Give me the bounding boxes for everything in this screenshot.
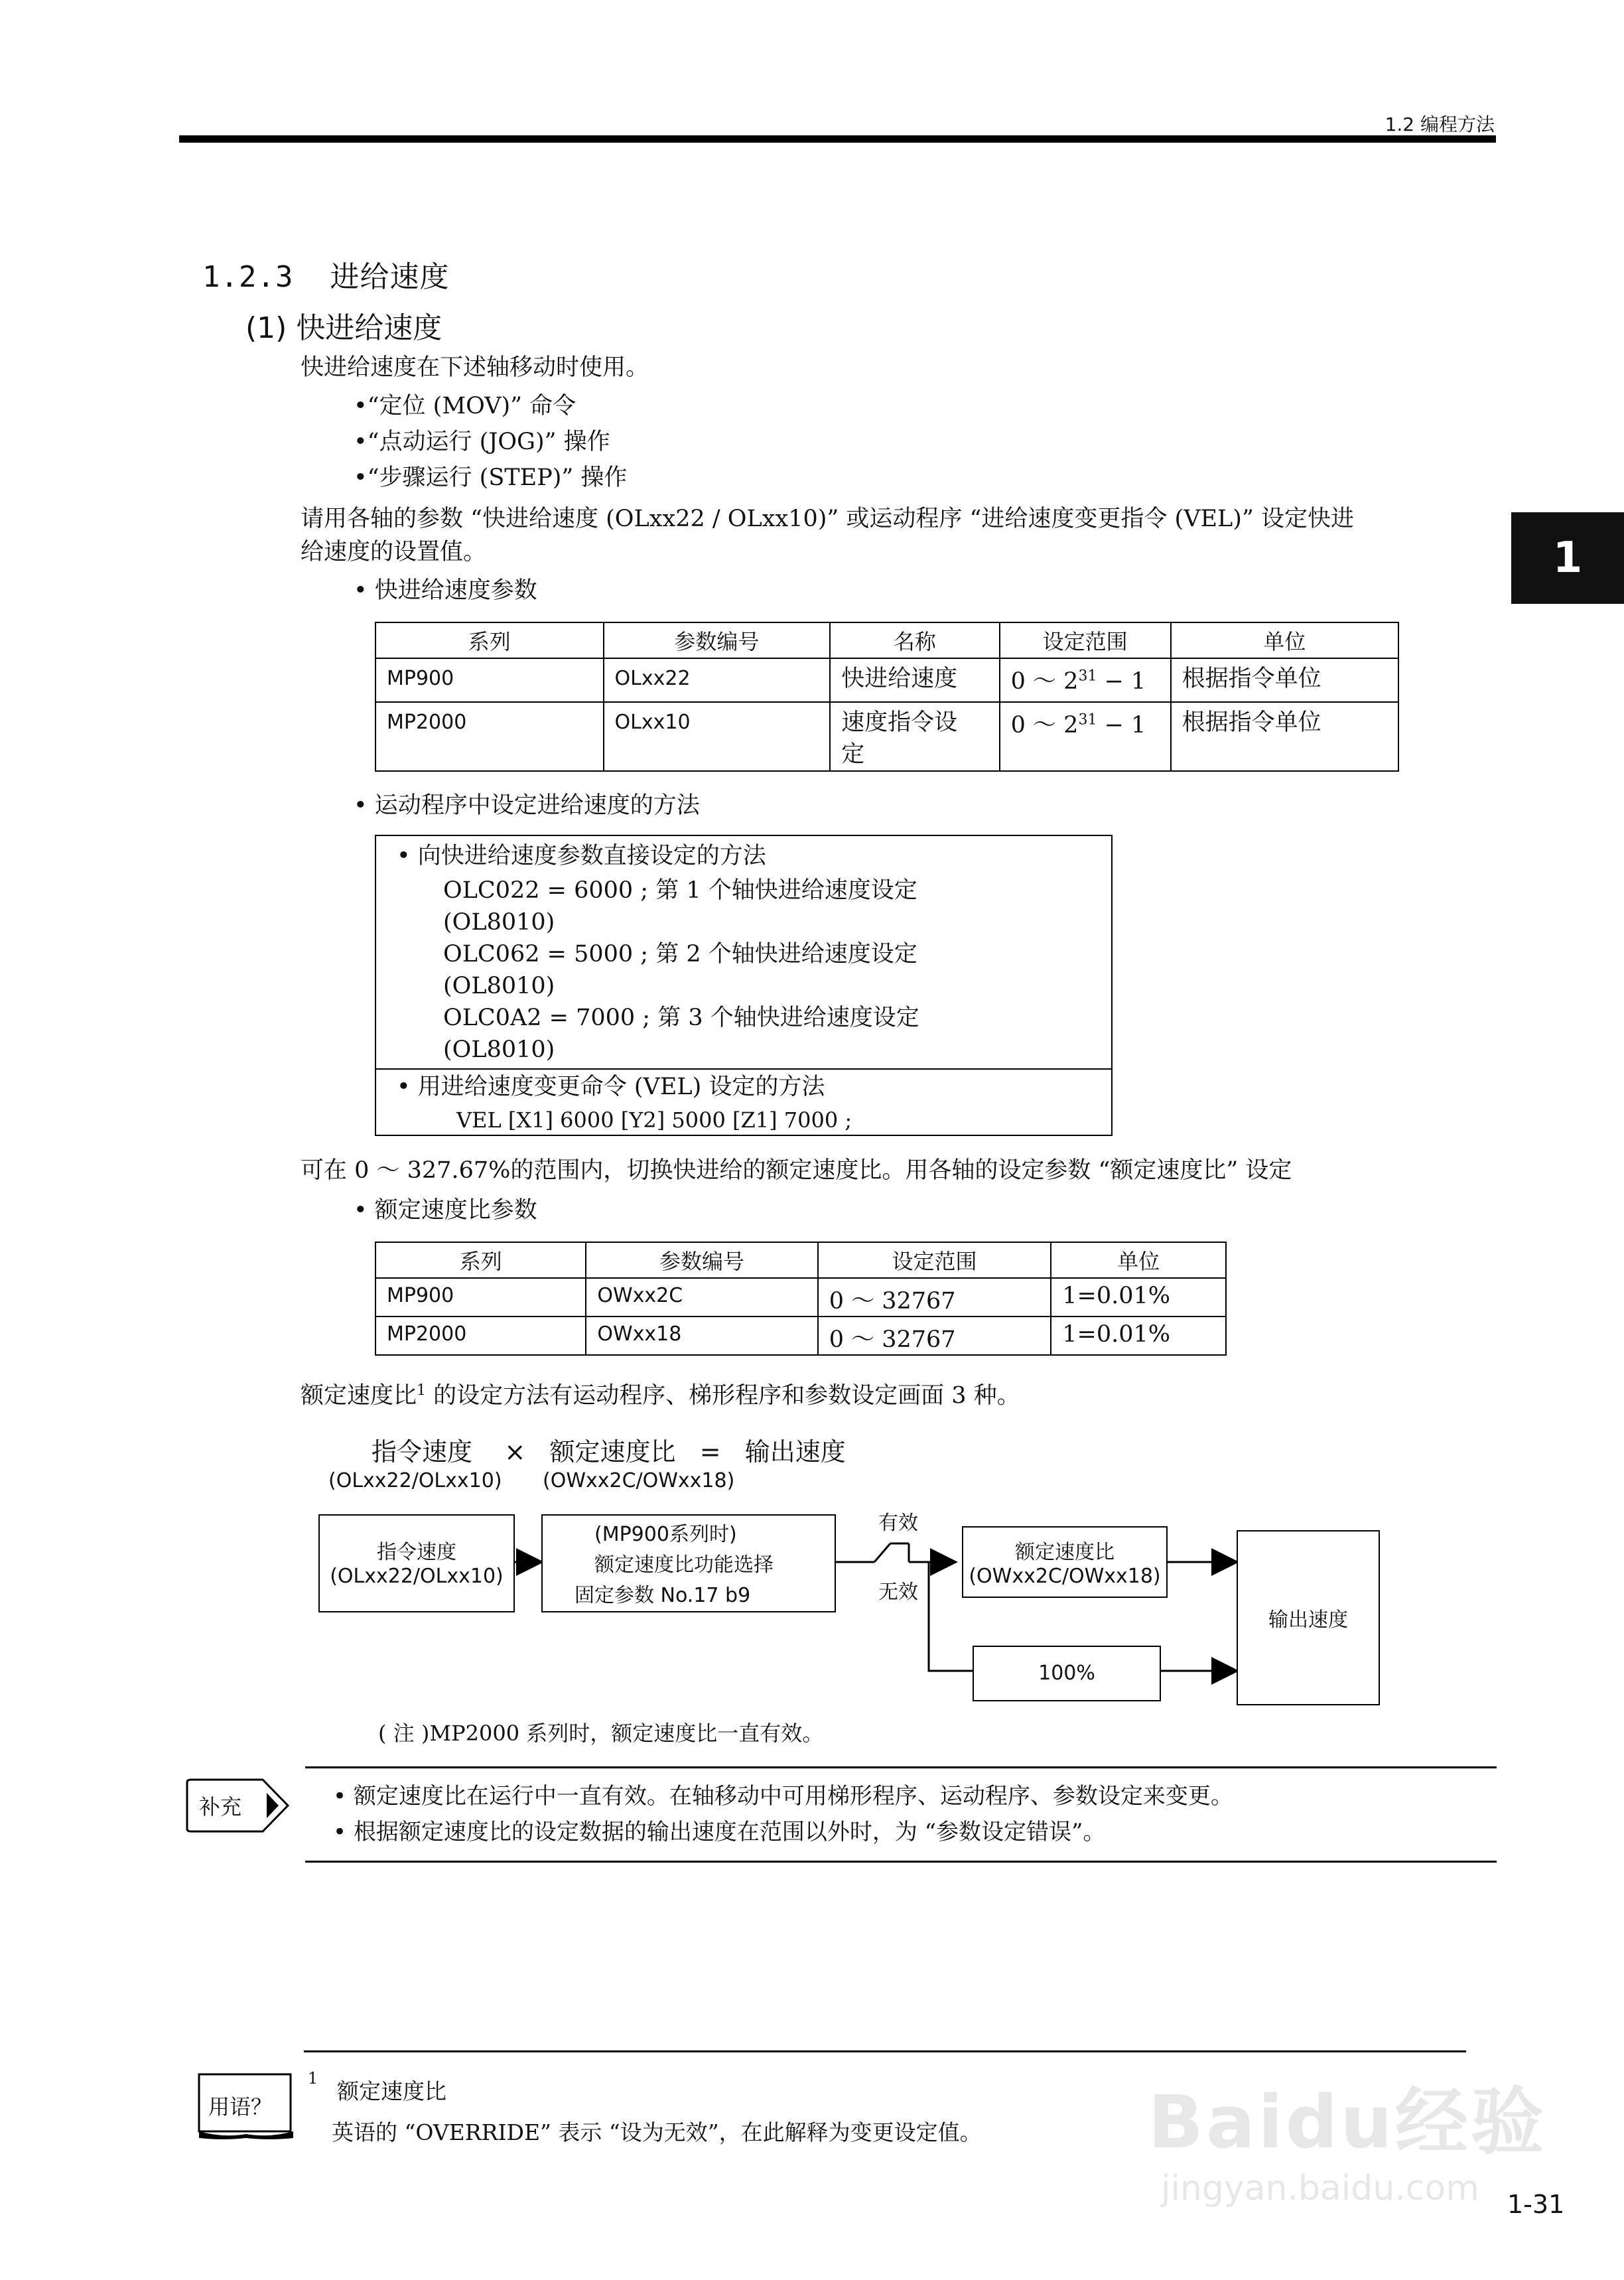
col-header: 参数编号 xyxy=(586,1242,817,1278)
col-header: 单位 xyxy=(1051,1242,1226,1278)
supplement-line: • 额定速度比在运行中一直有效。在轴移动中可用梯形程序、运动程序、参数设定来变更。 xyxy=(333,1783,1233,1810)
section-title: 进给速度 xyxy=(330,260,450,294)
col-header: 系列 xyxy=(375,622,604,658)
table-row xyxy=(375,702,1398,771)
supplement-bottom-rule xyxy=(305,1861,1497,1863)
header-rule xyxy=(179,135,1496,143)
cell-series: MP900 xyxy=(375,1278,586,1317)
hundred-percent-box: 100% xyxy=(973,1646,1161,1701)
footnote-term: 额定速度比 xyxy=(337,2078,446,2104)
cell-unit: 1=0.01% xyxy=(1051,1278,1226,1317)
cell-range: 0 ～ 32767 xyxy=(818,1317,1051,1355)
cell-unit: 1=0.01% xyxy=(1051,1317,1226,1355)
method1-title: • 向快进给速度参数直接设定的方法 xyxy=(397,843,766,869)
formula-note-b: (OWxx2C/OWxx18) xyxy=(543,1469,735,1492)
function-select-box: (MP900系列时) 额定速度比功能选择 固定参数 No.17 b9 xyxy=(541,1514,836,1612)
setting-paragraph-line: 给速度的设置值。 xyxy=(301,539,487,565)
formula: 指令速度 × 额定速度比 = 输出速度 xyxy=(372,1437,846,1466)
methods-count-paragraph: 额定速度比$^1$ 的设定方法有运动程序、梯形程序和参数设定画面 3 种。 xyxy=(301,1382,1020,1409)
chapter-tab: 1 xyxy=(1511,512,1624,604)
use-item: •“步骤运行 (STEP)” 操作 xyxy=(354,464,628,491)
table-row xyxy=(375,1278,1226,1317)
table2-caption: • 额定速度比参数 xyxy=(354,1197,537,1224)
table-row xyxy=(375,658,1398,702)
use-item: •“点动运行 (JOG)” 操作 xyxy=(354,429,610,455)
footnote-rule xyxy=(304,2050,1466,2052)
methods-caption: • 运动程序中设定进给速度的方法 xyxy=(354,792,700,819)
section-heading xyxy=(202,253,449,295)
page-number: 1-31 xyxy=(1507,2190,1565,2219)
footnote-text: 英语的 “OVERRIDE” 表示 “设为无效”，在此解释为变更设定值。 xyxy=(332,2119,982,2145)
methods-box-divider xyxy=(375,1068,1113,1070)
table-header-row xyxy=(375,622,1398,658)
rapid-speed-param-table xyxy=(375,622,1399,772)
col-header: 设定范围 xyxy=(818,1242,1051,1278)
supplement-line: • 根据额定速度比的设定数据的输出速度在范围以外时，为 “参数设定错误”。 xyxy=(333,1819,1106,1845)
method1-line: (OL8010) xyxy=(443,909,555,936)
method2-title: • 用进给速度变更命令 (VEL) 设定的方法 xyxy=(397,1074,825,1100)
method1-line: (OL8010) xyxy=(443,973,555,999)
setting-paragraph-line: 请用各轴的参数 “快进给速度 (OLxx22 / OLxx10)” 或运动程序 “进给速度变更指令 (VEL)” 设定快进 xyxy=(301,506,1354,532)
subsection-heading: (1) 快进给速度 xyxy=(245,311,442,345)
supplement-icon-label: 补充 xyxy=(199,1794,242,1819)
supplement-top-rule xyxy=(305,1766,1497,1768)
override-ratio-box: 额定速度比 (OWxx2C/OWxx18) xyxy=(962,1526,1168,1598)
cell-param: OWxx2C xyxy=(586,1278,817,1317)
col-header: 单位 xyxy=(1171,622,1398,658)
footnote-number: 1 xyxy=(308,2069,318,2088)
cell-series: MP2000 xyxy=(375,1317,586,1355)
diagram-note: ( 注 )MP2000 系列时，额定速度比一直有效。 xyxy=(378,1721,824,1746)
table-row xyxy=(375,1317,1226,1355)
cell-name: 快进给速度 xyxy=(830,658,1000,702)
running-head: 1.2 编程方法 xyxy=(1385,113,1495,135)
override-paragraph: 可在 0 ～ 327.67%的范围内，切换快进给的额定速度比。用各轴的设定参数 “额定速度比” 设定 xyxy=(301,1157,1292,1184)
method1-line: (OL8010) xyxy=(443,1036,555,1063)
col-header: 参数编号 xyxy=(604,622,831,658)
intro-paragraph: 快进给速度在下述轴移动时使用。 xyxy=(301,354,649,381)
cell-name: 速度指令设 定 xyxy=(830,702,1000,771)
baidu-watermark: Baidu经验 jingyan.baidu.com xyxy=(1148,2080,1546,2208)
use-item: •“定位 (MOV)” 命令 xyxy=(354,393,576,419)
output-speed-box: 输出速度 xyxy=(1237,1530,1380,1705)
cell-series: MP2000 xyxy=(375,702,604,771)
valid-label: 有效 xyxy=(878,1512,918,1535)
method2-line: VEL [X1] 6000 [Y2] 5000 [Z1] 7000 ; xyxy=(456,1107,852,1133)
formula-note-a: (OLxx22/OLxx10) xyxy=(328,1469,502,1492)
cell-param: OWxx18 xyxy=(586,1317,817,1355)
cell-param: OLxx10 xyxy=(604,702,831,771)
table1-caption: • 快进给速度参数 xyxy=(354,577,537,604)
cell-param: OLxx22 xyxy=(604,658,831,702)
cell-unit: 根据指令单位 xyxy=(1171,658,1398,702)
table-header-row xyxy=(375,1242,1226,1278)
cell-range: 0 ～ 32767 xyxy=(818,1278,1051,1317)
invalid-label: 无效 xyxy=(878,1581,918,1604)
cell-series: MP900 xyxy=(375,658,604,702)
term-icon-label: 用语？ xyxy=(208,2094,273,2119)
col-header: 设定范围 xyxy=(1000,622,1171,658)
cell-unit: 根据指令单位 xyxy=(1171,702,1398,771)
col-header: 系列 xyxy=(375,1242,586,1278)
section-number: 1.2.3 xyxy=(202,260,294,294)
method1-line: OLC062 = 5000 ; 第 2 个轴快进给速度设定 xyxy=(443,941,917,967)
override-param-table xyxy=(375,1242,1227,1356)
cell-range: 0 ～ $2^{31} - 1$ xyxy=(1000,658,1171,702)
method1-line: OLC0A2 = 7000 ; 第 3 个轴快进给速度设定 xyxy=(443,1005,919,1031)
command-speed-box: 指令速度 (OLxx22/OLxx10) xyxy=(318,1514,515,1612)
cell-range: 0 ～ $2^{31} - 1$ xyxy=(1000,702,1171,771)
method1-line: OLC022 = 6000 ; 第 1 个轴快进给速度设定 xyxy=(443,877,917,904)
col-header: 名称 xyxy=(830,622,1000,658)
